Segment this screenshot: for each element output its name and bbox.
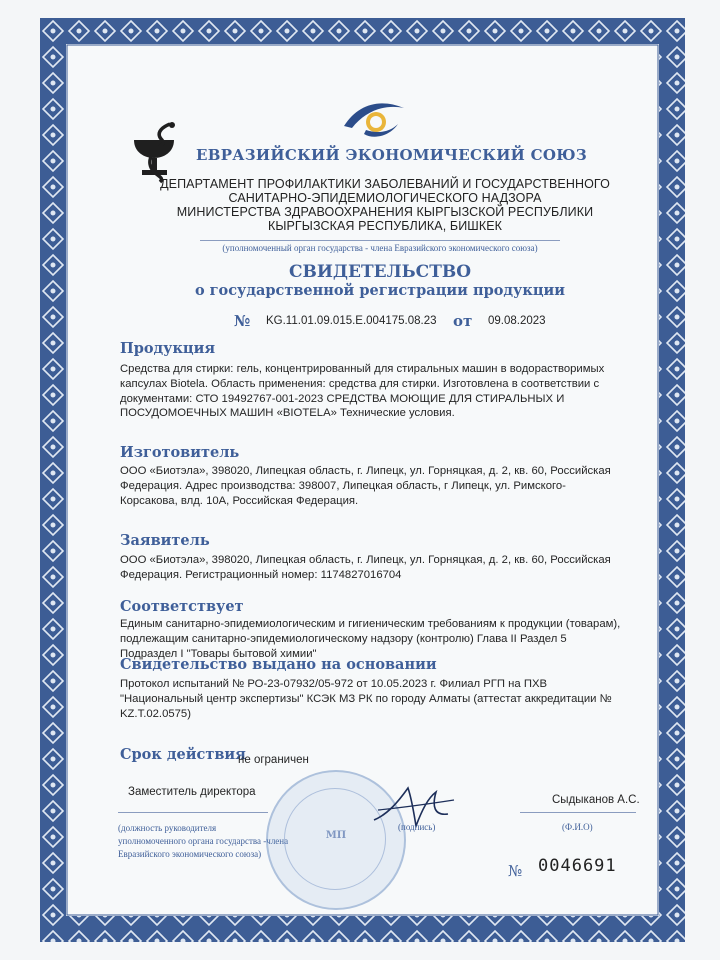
conforms-section-title: Соответствует <box>120 598 244 615</box>
applicant-section-title: Заявитель <box>120 532 210 549</box>
number-sign: № <box>234 312 251 330</box>
from-label: от <box>453 312 473 330</box>
union-name: ЕВРАЗИЙСКИЙ ЭКОНОМИЧЕСКИЙ СОЮЗ <box>196 146 587 164</box>
department-line-4: КЫРГЫЗСКАЯ РЕСПУБЛИКА, БИШКЕК <box>267 219 503 233</box>
certificate-date: 09.08.2023 <box>488 315 546 327</box>
product-line: Средства для стирки: гель, концентрированный для стиральных машин в водорастворимых <box>120 363 605 375</box>
manufacturer-line: Корсакова, влд. 10А, Российская Федерация. <box>120 494 359 507</box>
signature-caption: (подпись) <box>398 822 436 832</box>
position-caption-line: (должность руководителя <box>118 823 217 833</box>
conforms-line: Единым санитарно-эпидемиологическим и гигиеническим требованиям к продукции (товарам), <box>120 618 621 630</box>
product-line: ПОСУДОМОЕЧНЫХ МАШИН «BIOTELA» Технические условия. <box>120 407 455 420</box>
name-underline <box>520 812 636 813</box>
serial-sign: № <box>508 862 523 880</box>
basis-line: Протокол испытаний № РО-23-07932/05-972 от 10.05.2023 г. Филиал РГП на ПХВ <box>120 678 548 690</box>
department-line-2: САНИТАРНО-ЭПИДЕМИОЛОГИЧЕСКОГО НАДЗОРА <box>228 191 542 205</box>
document-subtitle: о государственной регистрации продукции <box>194 282 566 299</box>
conforms-section-text <box>120 617 630 661</box>
basis-section-title: Свидетельство выдано на основании <box>120 656 437 673</box>
position-caption-line: уполномоченного органа государства -члена <box>118 836 289 846</box>
applicant-line: Федерация. Регистрационный номер: 1174827016704 <box>120 568 402 581</box>
authorized-body-note: (уполномоченный орган государства - члена Евразийского экономического союза) <box>200 240 560 253</box>
product-line: документами: СТО 19492767-001-2023 СРЕДСТВА МОЮЩИЕ ДЛЯ СТИРАЛЬНЫХ И <box>120 392 565 405</box>
signer-position: Заместитель директора <box>128 786 256 798</box>
position-underline <box>118 812 268 813</box>
product-section-title: Продукция <box>120 340 216 357</box>
applicant-section-text <box>120 553 630 583</box>
manufacturer-line: Федерация. Адрес производства: 398007, Липецкая область, г Липецк, ул. Римского- <box>120 479 566 492</box>
serial-number: 0046691 <box>538 856 617 876</box>
department-line-3: МИНИСТЕРСТВА ЗДРАВООХРАНЕНИЯ КЫРГЫЗСКОЙ РЕСПУБЛИКИ <box>176 205 594 219</box>
product-line: капсулах Biotela. Область применения: средства для стирки. Изготовлена в соответствии с <box>120 377 600 390</box>
position-caption-line: Евразийского экономического союза) <box>118 849 262 859</box>
validity-value: не ограничен <box>238 754 309 766</box>
conforms-line: подлежащим санитарно-эпидемиологическому надзору (контролю) Глава II Раздел 5 <box>120 632 567 645</box>
product-section-text <box>120 362 630 421</box>
manufacturer-section-title: Изготовитель <box>120 444 240 461</box>
basis-section-text <box>120 677 630 721</box>
department-line-1: ДЕПАРТАМЕНТ ПРОФИЛАКТИКИ ЗАБОЛЕВАНИЙ И ГОСУДАРСТВЕННОГО <box>160 177 610 191</box>
document-title: СВИДЕТЕЛЬСТВО <box>288 262 472 282</box>
certificate-number: KG.11.01.09.015.Е.004175.08.23 <box>266 315 437 327</box>
fio-caption: (Ф.И.О) <box>562 822 593 832</box>
seal-text: МП <box>325 830 347 841</box>
validity-label: Срок действия <box>120 746 246 763</box>
signer-name: Сыдыканов А.С. <box>552 794 640 806</box>
eaeu-logo-icon <box>340 96 410 140</box>
basis-line: "Национальный центр экспертизы" КСЭК МЗ РК по городу Алматы (аттестат аккредитации № <box>120 692 612 705</box>
manufacturer-section-text <box>120 464 630 508</box>
bowl-of-hygieia-icon <box>126 120 184 184</box>
basis-line: KZ.T.02.0575) <box>120 707 191 720</box>
manufacturer-line: ООО «Биотэла», 398020, Липецкая область, г. Липецк, ул. Горняцкая, д. 2, кв. 60, Российская <box>120 465 611 477</box>
conforms-line: Подраздел I "Товары бытовой химии" <box>120 647 317 660</box>
applicant-line: ООО «Биотэла», 398020, Липецкая область, г. Липецк, ул. Горняцкая, д. 2, кв. 60, Российская <box>120 554 611 566</box>
